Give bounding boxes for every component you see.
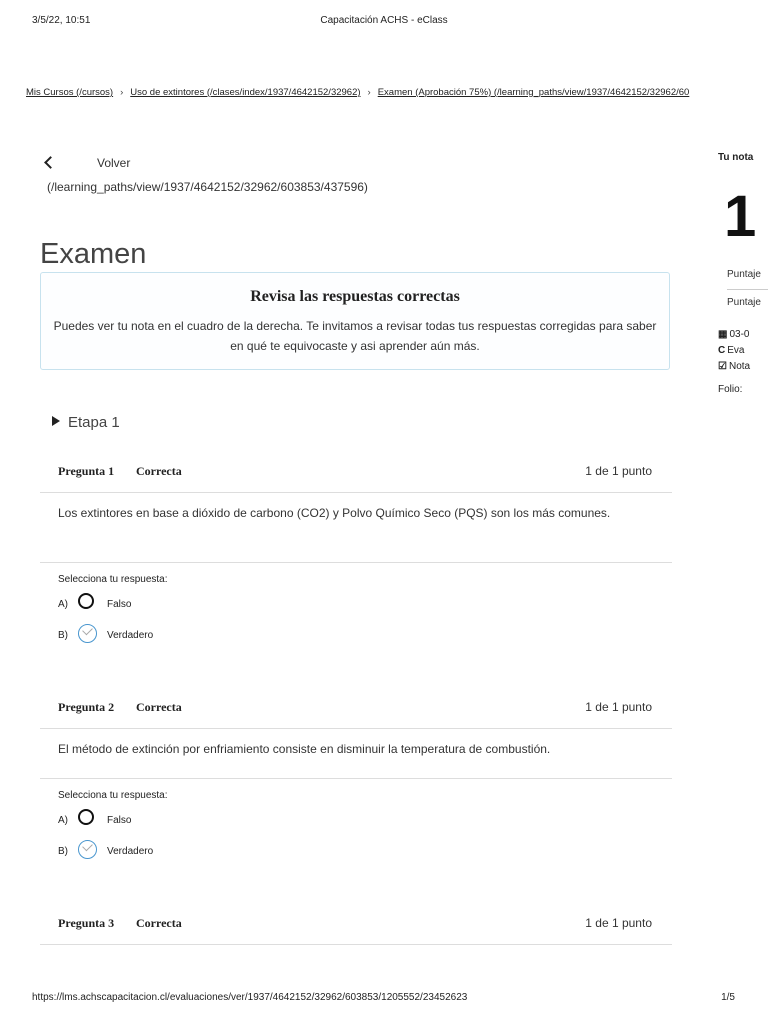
back-url: (/learning_paths/view/1937/4642152/32962/603853/437596)	[47, 180, 368, 194]
option-a[interactable]	[58, 801, 654, 832]
question-points: 1 de 1 punto	[585, 464, 652, 478]
grade-panel	[718, 152, 768, 412]
date-row	[718, 329, 749, 340]
option-text: Verdadero	[107, 630, 154, 641]
question-header	[40, 904, 672, 945]
option-a[interactable]	[58, 585, 654, 616]
etapa-label: Etapa 1	[68, 414, 120, 431]
option-text: Falso	[107, 599, 132, 610]
nota-value: Nota	[728, 361, 751, 372]
option-letter: A)	[58, 815, 68, 826]
question-card	[40, 904, 672, 945]
question-status: Correcta	[136, 464, 182, 478]
grade-panel-title: Tu nota	[718, 152, 754, 163]
breadcrumb-separator: ›	[120, 87, 124, 98]
page-title: Examen	[40, 238, 147, 270]
score-row: Puntaje	[727, 297, 761, 308]
question-number: Pregunta 2	[58, 700, 115, 714]
question-number: Pregunta 1	[58, 464, 115, 478]
option-b[interactable]	[58, 616, 654, 647]
info-box-title: Revisa las respuestas correctas	[250, 288, 460, 305]
option-letter: A)	[58, 599, 68, 610]
question-answers	[40, 563, 672, 647]
breadcrumb-examen[interactable]: Examen (Aprobación 75%) (/learning_paths/view/1937/4642152/32962/60	[377, 87, 690, 98]
etapa-toggle[interactable]	[52, 414, 120, 431]
radio-empty-icon[interactable]	[78, 593, 94, 609]
back-label: Volver	[97, 156, 131, 170]
question-points: 1 de 1 punto	[585, 700, 652, 714]
question-card	[40, 452, 672, 647]
triangle-right-icon	[52, 416, 60, 426]
option-text: Falso	[107, 815, 132, 826]
radio-empty-icon[interactable]	[78, 809, 94, 825]
option-text: Verdadero	[107, 846, 154, 857]
info-box	[40, 272, 670, 370]
answer-prompt: Selecciona tu respuesta:	[58, 574, 168, 585]
eval-value: Eva	[727, 345, 745, 356]
eval-row	[718, 345, 744, 356]
breadcrumb-separator: ›	[367, 87, 371, 98]
breadcrumb-mis-cursos[interactable]: Mis Cursos (/cursos)	[26, 87, 114, 98]
date-value: 03-0	[729, 329, 750, 340]
nota-row	[718, 361, 750, 372]
print-datetime: 3/5/22, 10:51	[32, 15, 91, 26]
chevron-left-icon	[44, 156, 57, 169]
print-url: https://lms.achscapacitacion.cl/evaluaciones/ver/1937/4642152/32962/603853/1205552/23452623	[32, 992, 468, 1003]
divider	[727, 289, 768, 290]
question-text: Los extintores en base a dióxido de carbono (CO2) y Polvo Químico Seco (PQS) son los más comunes.	[40, 493, 672, 563]
answer-prompt: Selecciona tu respuesta:	[58, 790, 168, 801]
print-page-title: Capacitación ACHS - eClass	[320, 15, 448, 26]
question-header	[40, 688, 672, 729]
score-row: Puntaje	[727, 269, 761, 280]
calendar-icon: ▦	[718, 329, 728, 340]
question-status: Correcta	[136, 700, 182, 714]
print-page-number: 1/5	[721, 992, 735, 1003]
question-number: Pregunta 3	[58, 916, 115, 930]
question-text: El método de extinción por enfriamiento consiste en disminuir la temperatura de combustión.	[40, 729, 672, 779]
question-card	[40, 688, 672, 863]
question-header	[40, 452, 672, 493]
info-box-text: Puedes ver tu nota en el cuadro de la derecha. Te invitamos a revisar todas tus respuestas corregidas para saber en qué te equivocaste y asi aprender aún más.	[53, 319, 657, 353]
breadcrumb	[26, 87, 768, 98]
radio-checked-icon[interactable]	[78, 840, 97, 859]
option-letter: B)	[58, 846, 68, 857]
question-status: Correcta	[136, 916, 182, 930]
breadcrumb-uso-extintores[interactable]: Uso de extintores (/clases/index/1937/4642152/32962)	[130, 87, 361, 98]
refresh-icon: C	[718, 345, 726, 356]
grade-value: 1	[724, 184, 757, 249]
option-letter: B)	[58, 630, 68, 641]
checkbox-icon: ☑	[718, 361, 727, 372]
folio-label: Folio:	[718, 384, 743, 395]
radio-checked-icon[interactable]	[78, 624, 97, 643]
question-answers	[40, 779, 672, 863]
option-b[interactable]	[58, 832, 654, 863]
question-points: 1 de 1 punto	[585, 916, 652, 930]
